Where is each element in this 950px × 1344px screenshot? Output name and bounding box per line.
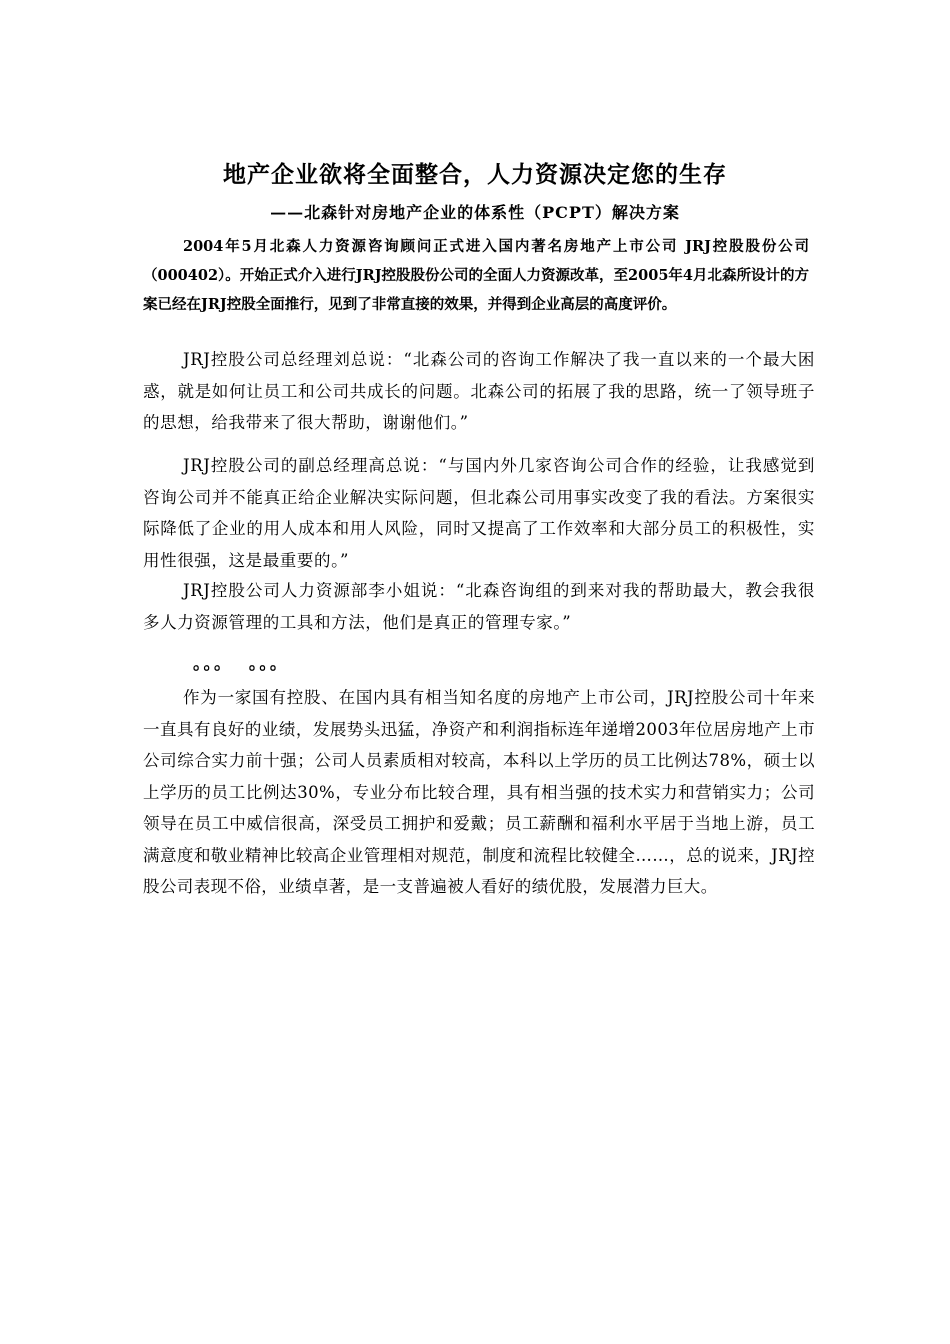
- quote-deputy-general-manager: JRJ控股公司的副总经理高总说：“与国内外几家咨询公司合作的经验，让我感觉到咨询公司并不能真正给企业解决实际问题，但北森公司用事实改变了我的看法。方案很实际降低了企业的用人成本和用人风险，同时又提高了工作效率和大部分员工的积极性，实用性很强，这是最重要的。”: [143, 456, 815, 570]
- quote-general-manager: JRJ控股公司总经理刘总说：“北森公司的咨询工作解决了我一直以来的一个最大困惑，就是如何让员工和公司共成长的问题。北森公司的拓展了我的思路，统一了领导班子的思想，给我带来了很大帮助，谢谢他们。”: [143, 350, 815, 432]
- document-title: 地产企业欲将全面整合，人力资源决定您的生存: [223, 161, 727, 188]
- body-paragraph: 作为一家国有控股、在国内具有相当知名度的房地产上市公司，JRJ控股公司十年来一直具有良好的业绩，发展势头迅猛，净资产和利润指标连年递增2003年位居房地产上市公司综合实力前十强；公司人员素质相对较高，本科以上学历的员工比例达78%，硕士以上学历的员工比例达30%，专业分布比较合理，具有相当强的技术实力和营销实力；公司领导在员工中威信很高，深受员工拥护和爱戴；员工薪酬和福利水平居于当地上游，员工满意度和敬业精神比较高企业管理相对规范，制度和流程比较健全……，总的说来，JRJ控股公司表现不俗，业绩卓著，是一支普遍被人看好的绩优股，发展潜力巨大。: [143, 688, 815, 896]
- lead-paragraph: 2004年5月北森人力资源咨询顾问正式进入国内著名房地产上市公司 JRJ控股股份公司（000402）。开始正式介入进行JRJ控股股份公司的全面人力资源改革，至2005年4月北森所设计的方案已经在JRJ控股全面推行，见到了非常直接的效果，并得到企业高层的高度评价。: [143, 238, 809, 313]
- quote-hr-department: JRJ控股公司人力资源部李小姐说：“北森咨询组的到来对我的帮助最大，教会我很多人力资源管理的工具和方法，他们是真正的管理专家。”: [143, 581, 815, 632]
- ellipsis-separator: 。。。 。。。: [193, 654, 289, 674]
- document-subtitle: ——北森针对房地产企业的体系性（PCPT）解决方案: [270, 203, 680, 222]
